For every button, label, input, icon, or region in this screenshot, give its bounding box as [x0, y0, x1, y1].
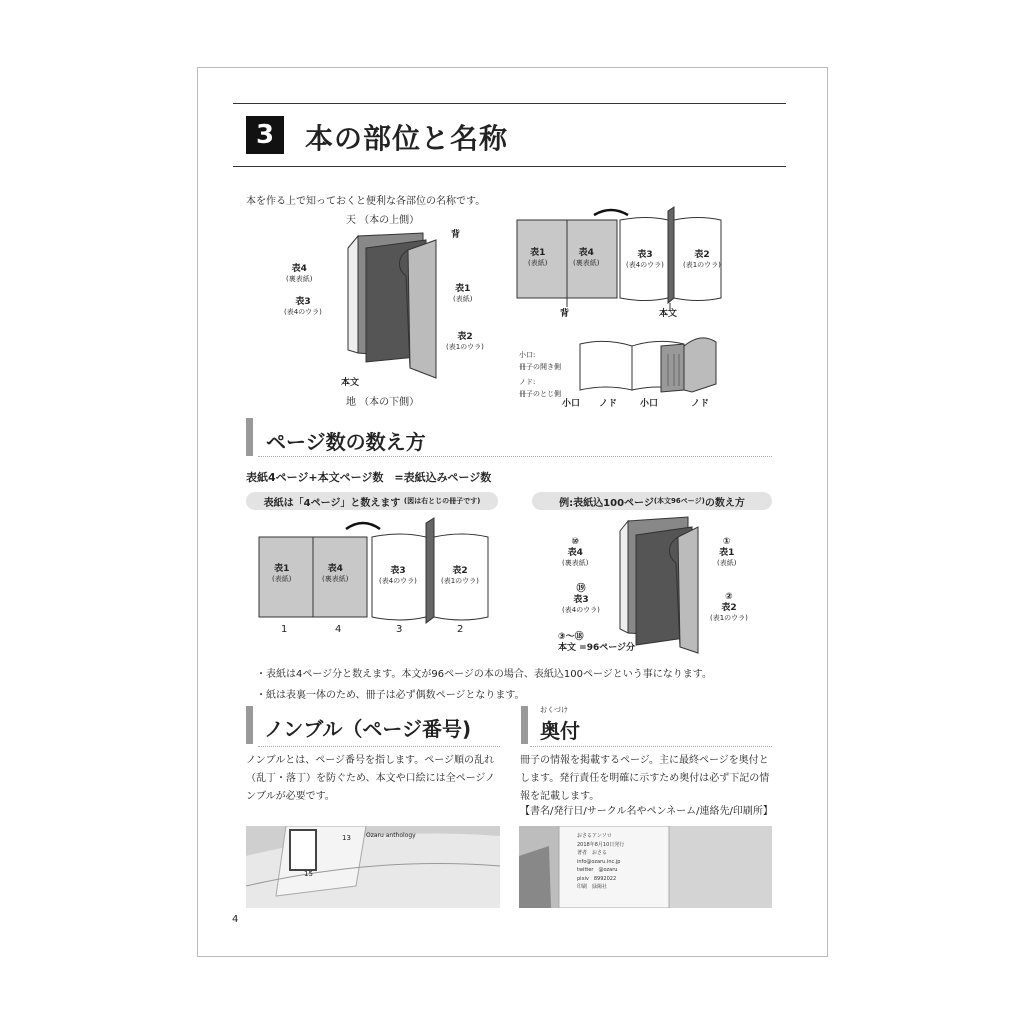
- ex-label-front: ① 表1 (表紙): [717, 537, 737, 567]
- label-nodo-2: ノド: [691, 399, 710, 409]
- section-divider: [530, 746, 772, 747]
- section-title-okuzuke: 奥付: [540, 719, 580, 743]
- p-label-c3: 表3 (表4のウラ): [379, 566, 417, 585]
- page-no-1: 1: [281, 624, 288, 635]
- spread-label-c2: 表2 (表1のウラ): [683, 250, 721, 269]
- section-title-nombre: ノンブル（ページ番号): [264, 717, 472, 741]
- section-divider: [258, 456, 772, 457]
- book-3d-illustration: [338, 228, 448, 383]
- formula-text: 表紙4ページ+本文ページ数 =表紙込みページ数: [246, 471, 492, 484]
- p-label-c1: 表1 (表紙): [272, 564, 292, 583]
- label-body: 本文: [341, 378, 360, 388]
- section-bar: [521, 706, 528, 744]
- label-inside-front: 表2 (表1のウラ): [446, 332, 484, 351]
- ex-label-body: ③～⑱ 本文 =96ページ分: [558, 632, 636, 653]
- okuzuke-text: 冊子の情報を掲載するページ。主に最終ページを奥付とします。発行責任を明確に示すため奥付は必ず下記の情報を記載します。: [520, 755, 770, 802]
- okuzuke-photo: [519, 826, 772, 908]
- okuzuke-photo-art: [519, 826, 772, 908]
- page-no-4: 4: [335, 624, 342, 635]
- p-label-c2: 表2 (表1のウラ): [441, 566, 479, 585]
- bullet-1: ・表紙は4ページ分と数えます。本文が96ページの本の場合、表紙込100ページという事になります。: [256, 669, 712, 680]
- ex-label-inside-back: ⑲ 表3 (表4のウラ): [562, 584, 600, 614]
- section-bar: [246, 706, 253, 744]
- page-number: 4: [232, 914, 239, 925]
- ex-label-inside-front: ② 表2 (表1のウラ): [710, 592, 748, 622]
- label-front-cover: 表1 (表紙): [453, 284, 473, 303]
- label-koguchi-1: 小口: [562, 399, 581, 409]
- header-top-rule: [233, 103, 786, 104]
- label-back-cover: 表4 (裏表紙): [286, 264, 313, 283]
- p-label-c4: 表4 (裏表紙): [322, 564, 349, 583]
- photo-caption: Ozaru anthology: [366, 832, 416, 839]
- label-inside-back: 表3 (表4のウラ): [284, 297, 322, 316]
- okuzuke-items: 【書名/発行日/サークル名やペンネーム/連絡先/印刷所】: [520, 806, 773, 817]
- page-no-2: 2: [457, 624, 464, 635]
- koguchi-nodo-illustration: [576, 334, 726, 396]
- spread-label-c3: 表3 (表4のウラ): [626, 250, 664, 269]
- bullet-2: ・紙は表裏一体のため、冊子は必ず偶数ページとなります。: [256, 690, 525, 701]
- label-nodo-1: ノド: [599, 399, 618, 409]
- document-page: [197, 67, 828, 957]
- spread-label-c1: 表1 (表紙): [528, 248, 548, 267]
- intro-text: 本を作る上で知っておくと便利な各部位の名称です。: [246, 196, 486, 207]
- chapter-title: 本の部位と名称: [305, 122, 509, 155]
- spread-label-spine: 背: [560, 309, 570, 319]
- chapter-number: 3: [246, 116, 284, 154]
- okuzuke-ruby: おくづけ: [540, 706, 568, 714]
- page-no-3: 3: [396, 624, 403, 635]
- spread-label-body: 本文: [659, 309, 678, 319]
- koguchi-definition: 小口: 冊子の開き側 ノド: 冊子のとじ側: [519, 351, 561, 398]
- section-title-page-count: ページ数の数え方: [266, 430, 426, 454]
- pill-left: 表紙は「4ページ」と数えます (図は右とじの冊子です): [246, 492, 498, 510]
- header-bottom-rule: [233, 166, 786, 167]
- section-bar: [246, 418, 253, 456]
- photo-num-15: 15: [304, 870, 313, 878]
- label-bottom: 地 （本の下側）: [346, 397, 420, 408]
- colophon-lines: おさるアンソロ 2018年8月10日発行 著者 おさる info@ozaru.inc.jp twitter @ozaru pixiv 8992022 印刷 緑陽社: [577, 833, 625, 890]
- photo-num-13: 13: [342, 834, 351, 842]
- label-top: 天 （本の上側）: [346, 215, 420, 226]
- label-spine: 背: [451, 230, 461, 240]
- label-koguchi-2: 小口: [640, 399, 659, 409]
- nombre-photo: [246, 826, 500, 908]
- section-divider: [258, 746, 500, 747]
- spread-label-c4: 表4 (裏表紙): [573, 248, 600, 267]
- nombre-text: ノンブルとは、ページ番号を指します。ページ順の乱れ（乱丁・落丁）を防ぐため、本文や口絵には全ページノンブルが必要です。: [246, 755, 495, 802]
- ex-label-back: ⑩ 表4 (裏表紙): [562, 537, 589, 567]
- pill-right: 例:表紙込100ページ (本文96ページ) の数え方: [532, 492, 772, 510]
